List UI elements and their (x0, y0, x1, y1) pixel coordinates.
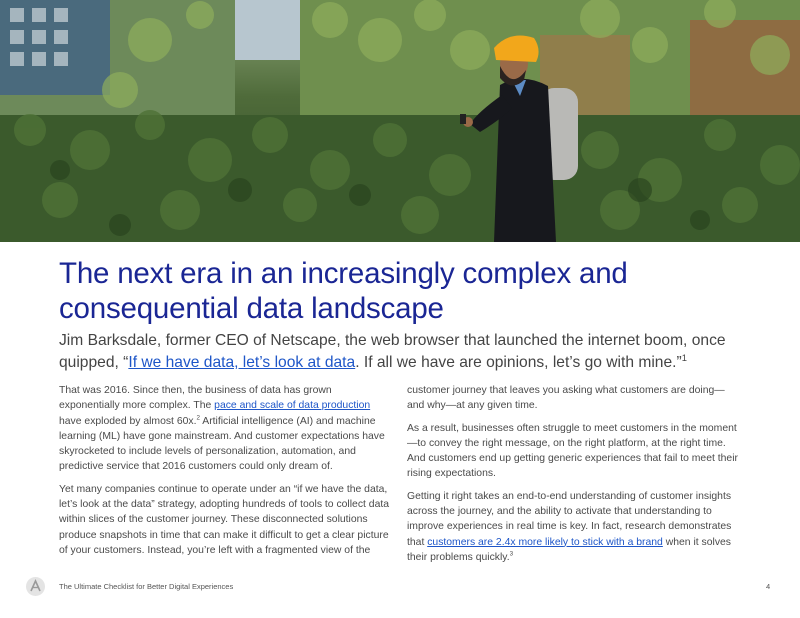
paragraph: As a result, businesses often struggle to meet customers in the moment—to convey the right message, on the right platform, at the right time. And customers end up getting generic experiences that fail to meet their rising expectations. (407, 422, 738, 480)
footer-title: The Ultimate Checklist for Better Digital Experiences (59, 582, 234, 591)
paragraph-text: Artificial intelligence (AI) and machine learning (ML) have gone mainstream. And customer expectations have skyrocketed to include levels of personalization, automation, and predictive service that 2016 customers could only dream of. (59, 415, 385, 473)
data-production-link[interactable]: pace and scale of data production (214, 400, 371, 412)
paragraph-text: That was 2016. Since then, the business of data has grown exponentially more complex. The (59, 385, 332, 412)
footnote-2: 2 (196, 414, 200, 422)
paragraph-text: have exploded by almost 60x. (59, 415, 197, 427)
paragraph: Yet many companies continue to operate under an “if we have the data, let’s look at the data” strategy, adopting hundreds of tools to collect data within slices of the customer journey. These disconnected solutions produce snapshots in time that can make it difficult to get a clear picture of your customers. Instead, you’re left with a fragmented view of the (59, 483, 390, 556)
paragraph (407, 489, 739, 565)
intro-text-before: Jim Barksdale, former CEO of Netscape, the web browser that launched the internet boom, once quipped, “ (59, 332, 726, 371)
hero-photo (0, 0, 800, 242)
page-title: The next era in an increasingly complex and consequential data landscape (59, 257, 628, 325)
paragraph-text: Getting it right takes an end-to-end understanding of customer insights across the journey, and the ability to activate that understanding to improve experiences in real time is key. In fact, research demonstrates that (407, 490, 732, 548)
brand-logo-icon (26, 577, 45, 596)
brand-retention-link[interactable]: customers are 2.4x more likely to stick with a brand (427, 536, 663, 548)
paragraph: customer journey that leaves you asking what customers are doing—and why—at any given time. (407, 385, 725, 412)
page-number: 4 (766, 582, 771, 591)
quote-link[interactable]: If we have data, let’s look at data (128, 354, 356, 371)
footnote-1: 1 (681, 352, 687, 363)
paragraph (59, 383, 391, 475)
hero-illustration (0, 0, 800, 242)
intro-quote (59, 330, 759, 374)
body-column-right (407, 383, 739, 572)
paragraph-text: when it solves their problems quickly. (407, 536, 731, 563)
body-column-left (59, 383, 391, 565)
footnote-3: 3 (509, 550, 514, 558)
intro-text-after: . If all we have are opinions, let’s go with mine.” (355, 354, 682, 371)
